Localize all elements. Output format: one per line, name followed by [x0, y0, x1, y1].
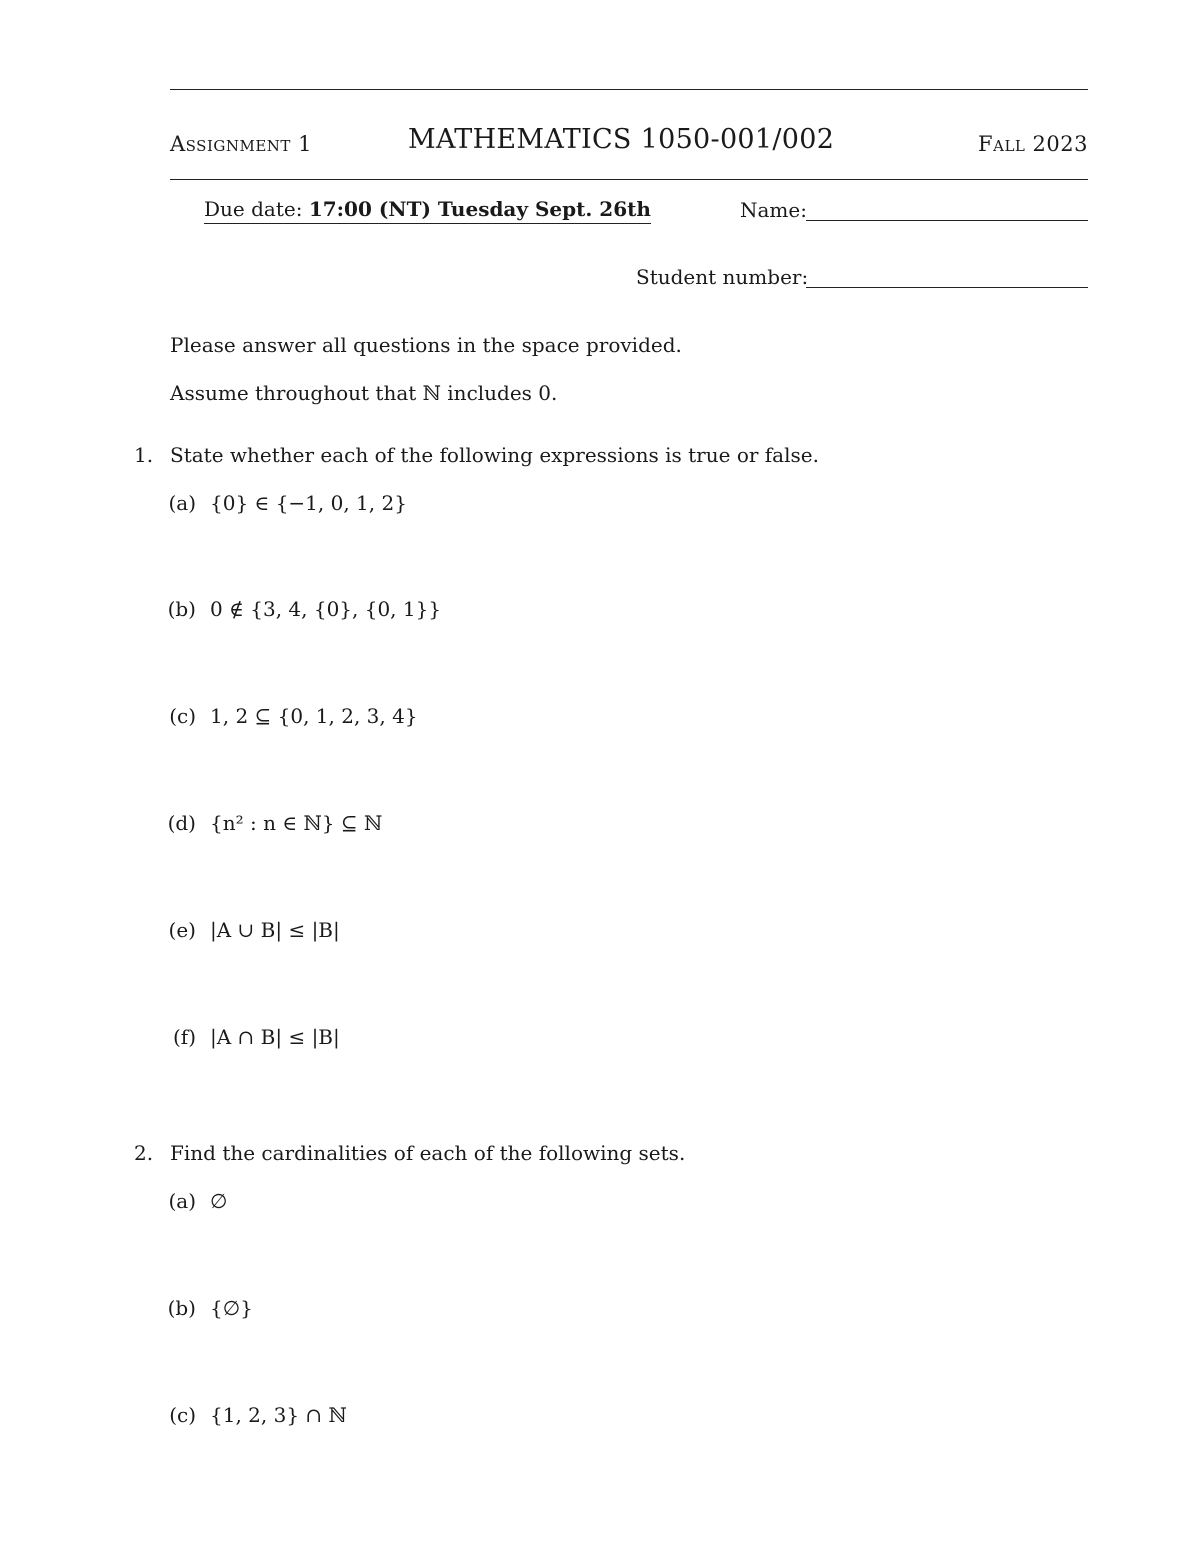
term-label: Fall 2023: [978, 132, 1088, 156]
part-expression: |A ∩ B| ≤ |B|: [210, 1025, 340, 1049]
part-expression: {∅}: [210, 1296, 253, 1320]
name-field[interactable]: [806, 220, 1088, 221]
name-label: Name:: [740, 198, 807, 222]
part-label: (e): [168, 918, 196, 942]
part-expression: |A ∪ B| ≤ |B|: [210, 918, 340, 942]
due-date: [204, 197, 651, 224]
student-number-field[interactable]: [806, 287, 1088, 288]
question-number: 2.: [134, 1141, 154, 1165]
part-label: (d): [167, 811, 196, 835]
part-expression: {1, 2, 3} ∩ ℕ: [210, 1403, 347, 1427]
part-label: (c): [169, 704, 196, 728]
part-expression: ∅: [210, 1189, 228, 1213]
instruction-text: Assume throughout that ℕ includes 0.: [170, 381, 558, 405]
part-expression: {0} ∈ {−1, 0, 1, 2}: [210, 491, 407, 515]
student-number-label: Student number:: [636, 265, 809, 289]
question-number: 1.: [134, 443, 154, 467]
header-bottom-rule: [170, 179, 1088, 180]
part-expression: {n² : n ∈ ℕ} ⊆ ℕ: [210, 811, 383, 835]
part-label: (a): [168, 491, 196, 515]
page-header: [170, 124, 1088, 164]
part-label: (c): [169, 1403, 196, 1427]
part-label: (f): [172, 1025, 196, 1049]
part-expression: 0 ∉ {3, 4, {0}, {0, 1}}: [210, 597, 442, 621]
part-expression: 1, 2 ⊆ {0, 1, 2, 3, 4}: [210, 704, 418, 728]
question-text: Find the cardinalities of each of the following sets.: [170, 1141, 686, 1165]
course-title: MATHEMATICS 1050-001/002: [408, 124, 835, 155]
question-text: State whether each of the following expressions is true or false.: [170, 443, 819, 467]
header-top-rule: [170, 89, 1088, 90]
instruction-text: Please answer all questions in the space provided.: [170, 333, 682, 357]
due-date-label: Due date:: [204, 197, 303, 221]
part-label: (b): [167, 1296, 196, 1320]
part-label: (b): [167, 597, 196, 621]
part-label: (a): [168, 1189, 196, 1213]
due-date-value: 17:00 (NT) Tuesday Sept. 26th: [308, 197, 651, 221]
assignment-label: Assignment 1: [170, 132, 312, 156]
